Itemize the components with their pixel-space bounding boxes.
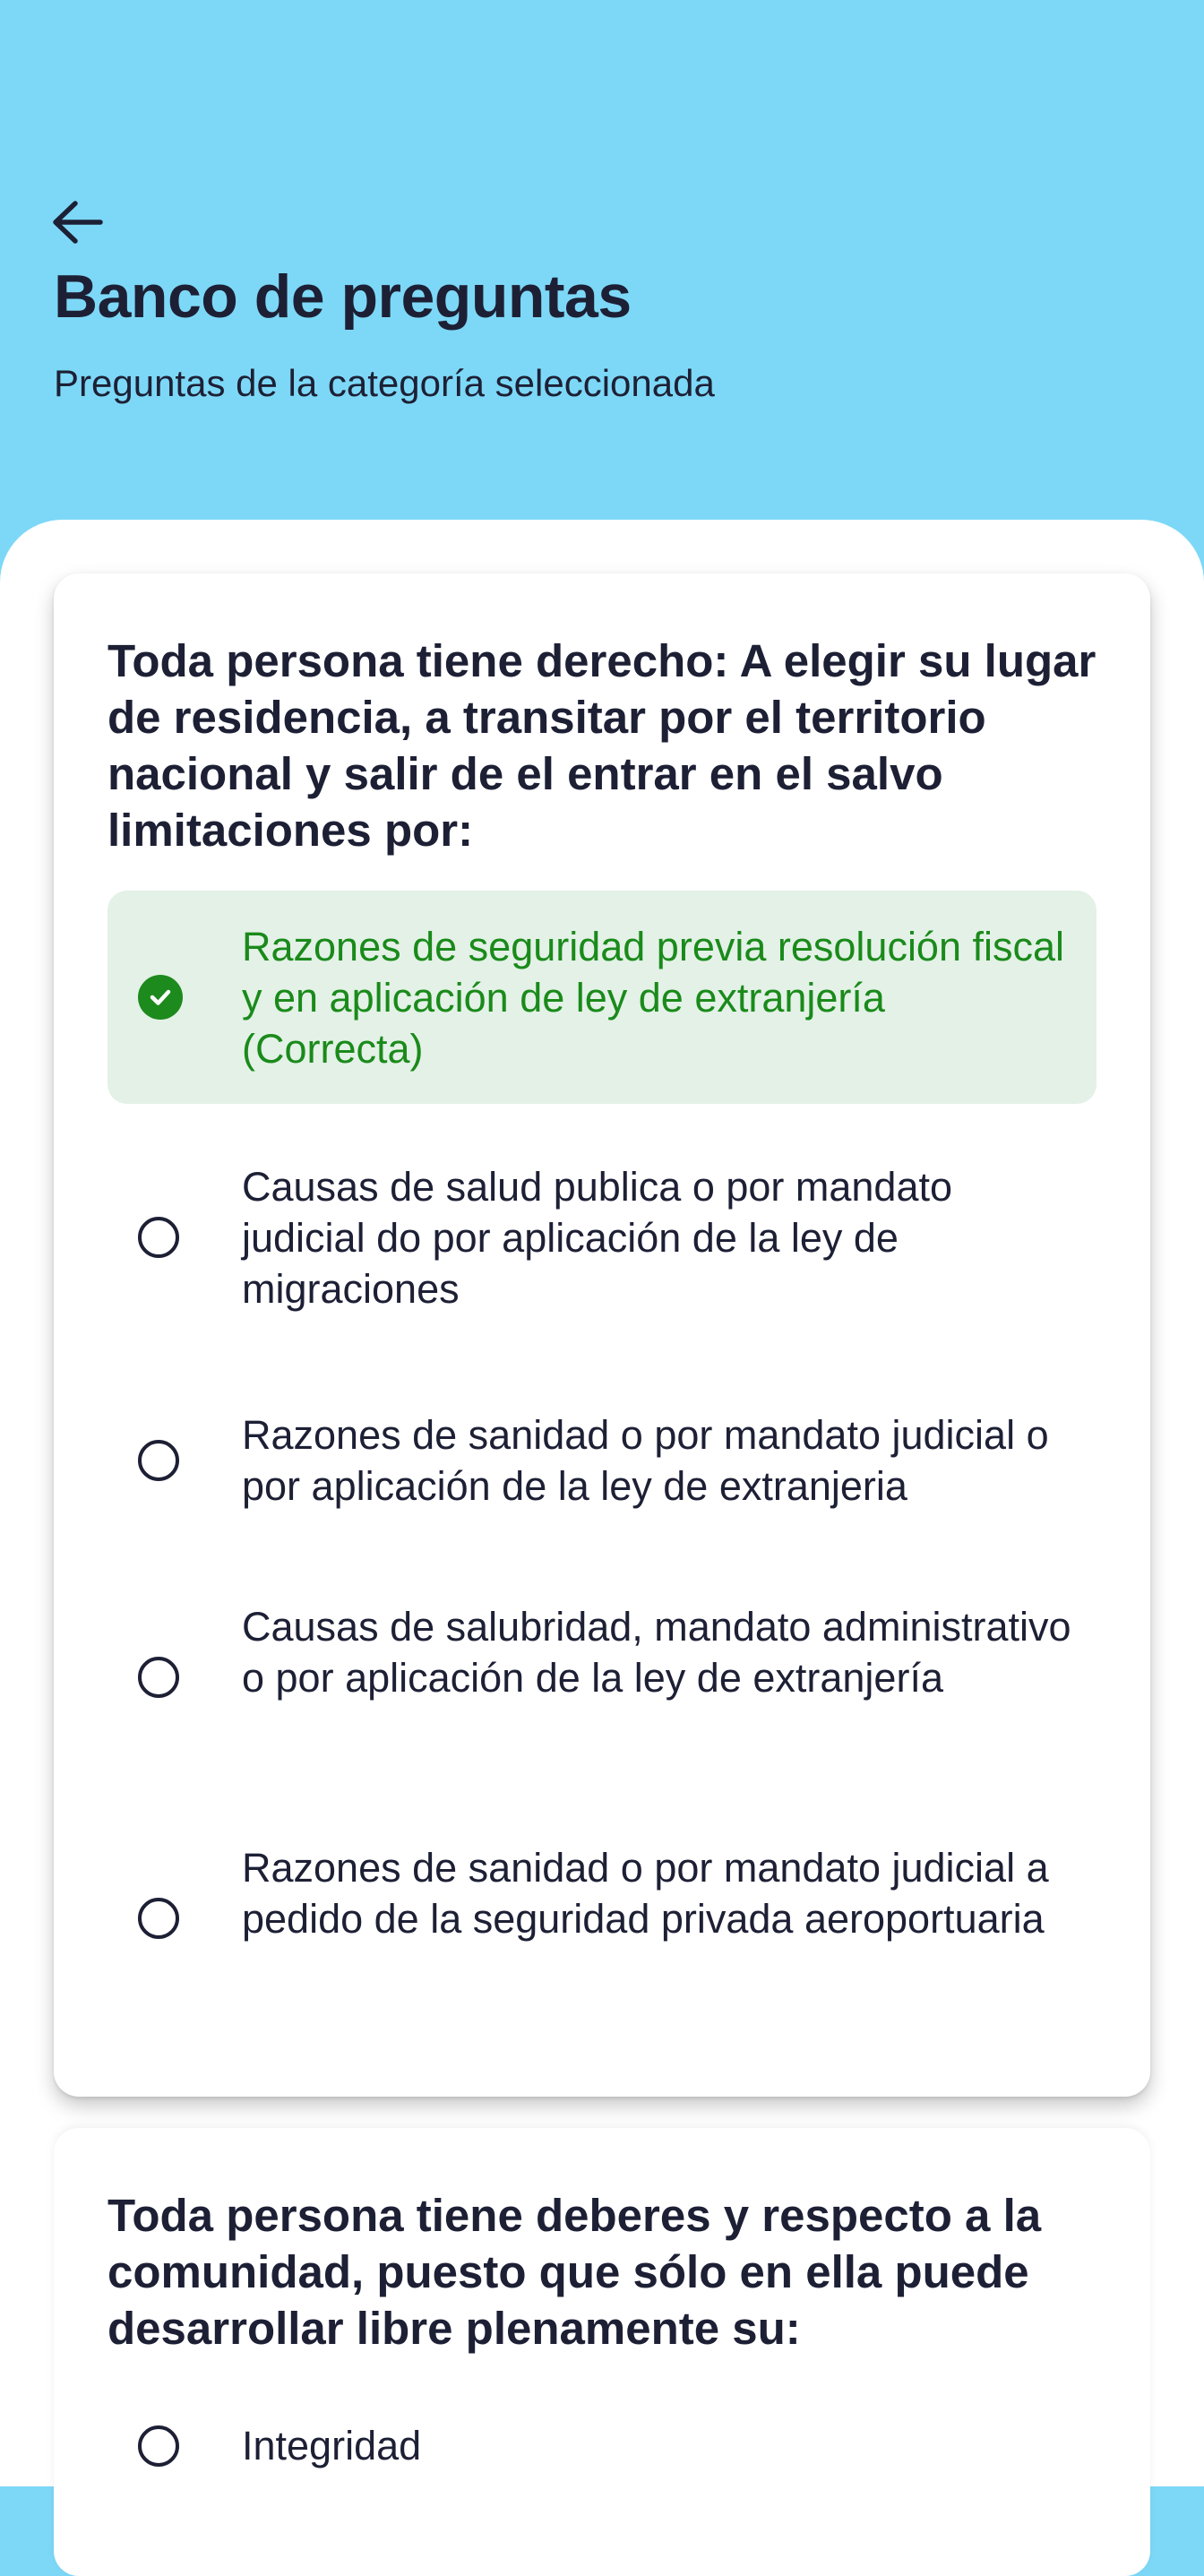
answer-option-label: Integridad xyxy=(242,2423,422,2468)
answer-option[interactable] xyxy=(108,1812,1096,2025)
back-button[interactable] xyxy=(50,190,122,254)
answer-option[interactable] xyxy=(108,2397,1096,2531)
question-text: Toda persona tiene deberes y respecto a la comunidad, puesto que sólo en ella puede desarrollar libre plenamente su: xyxy=(108,2190,1042,2354)
check-circle-icon xyxy=(138,975,183,1020)
answer-option[interactable] xyxy=(108,1371,1096,1550)
radio-button-icon[interactable] xyxy=(138,1217,179,1258)
answer-option-correct[interactable] xyxy=(108,891,1096,1104)
answer-option-label: Razones de sanidad o por mandato judicial o por aplicación de la ley de extranjeria xyxy=(242,1412,1049,1509)
page-title: Banco de preguntas xyxy=(54,263,632,331)
radio-button-icon[interactable] xyxy=(138,2425,179,2467)
question-text: Toda persona tiene derecho: A elegir su lugar de residencia, a transitar por el territorio nacional y salir de el entrar en el salvo limitaciones por: xyxy=(108,635,1096,856)
radio-button-icon[interactable] xyxy=(138,1440,179,1481)
question-card xyxy=(54,573,1150,2097)
answer-option-label: Causas de salubridad, mandato administrativo o por aplicación de la ley de extranjería xyxy=(242,1604,1071,1701)
question-card xyxy=(54,2128,1150,2576)
radio-button-icon[interactable] xyxy=(138,1898,179,1939)
radio-button-icon[interactable] xyxy=(138,1657,179,1698)
answer-option-label: Razones de seguridad previa resolución fiscal y en aplicación de ley de extranjería (Correcta) xyxy=(242,924,1065,1072)
answer-option-label: Causas de salud publica o por mandato judicial do por aplicación de la ley de migraciones xyxy=(242,1164,953,1312)
arrow-back-icon xyxy=(50,199,104,246)
checkmark-icon xyxy=(147,984,174,1011)
answer-option-label: Razones de sanidad o por mandato judicial a pedido de la seguridad privada aeroportuaria xyxy=(242,1845,1049,1942)
page-subtitle: Preguntas de la categoría seleccionada xyxy=(54,362,715,404)
answer-option[interactable] xyxy=(108,1571,1096,1784)
answer-option[interactable] xyxy=(108,1131,1096,1344)
header xyxy=(0,0,1204,573)
